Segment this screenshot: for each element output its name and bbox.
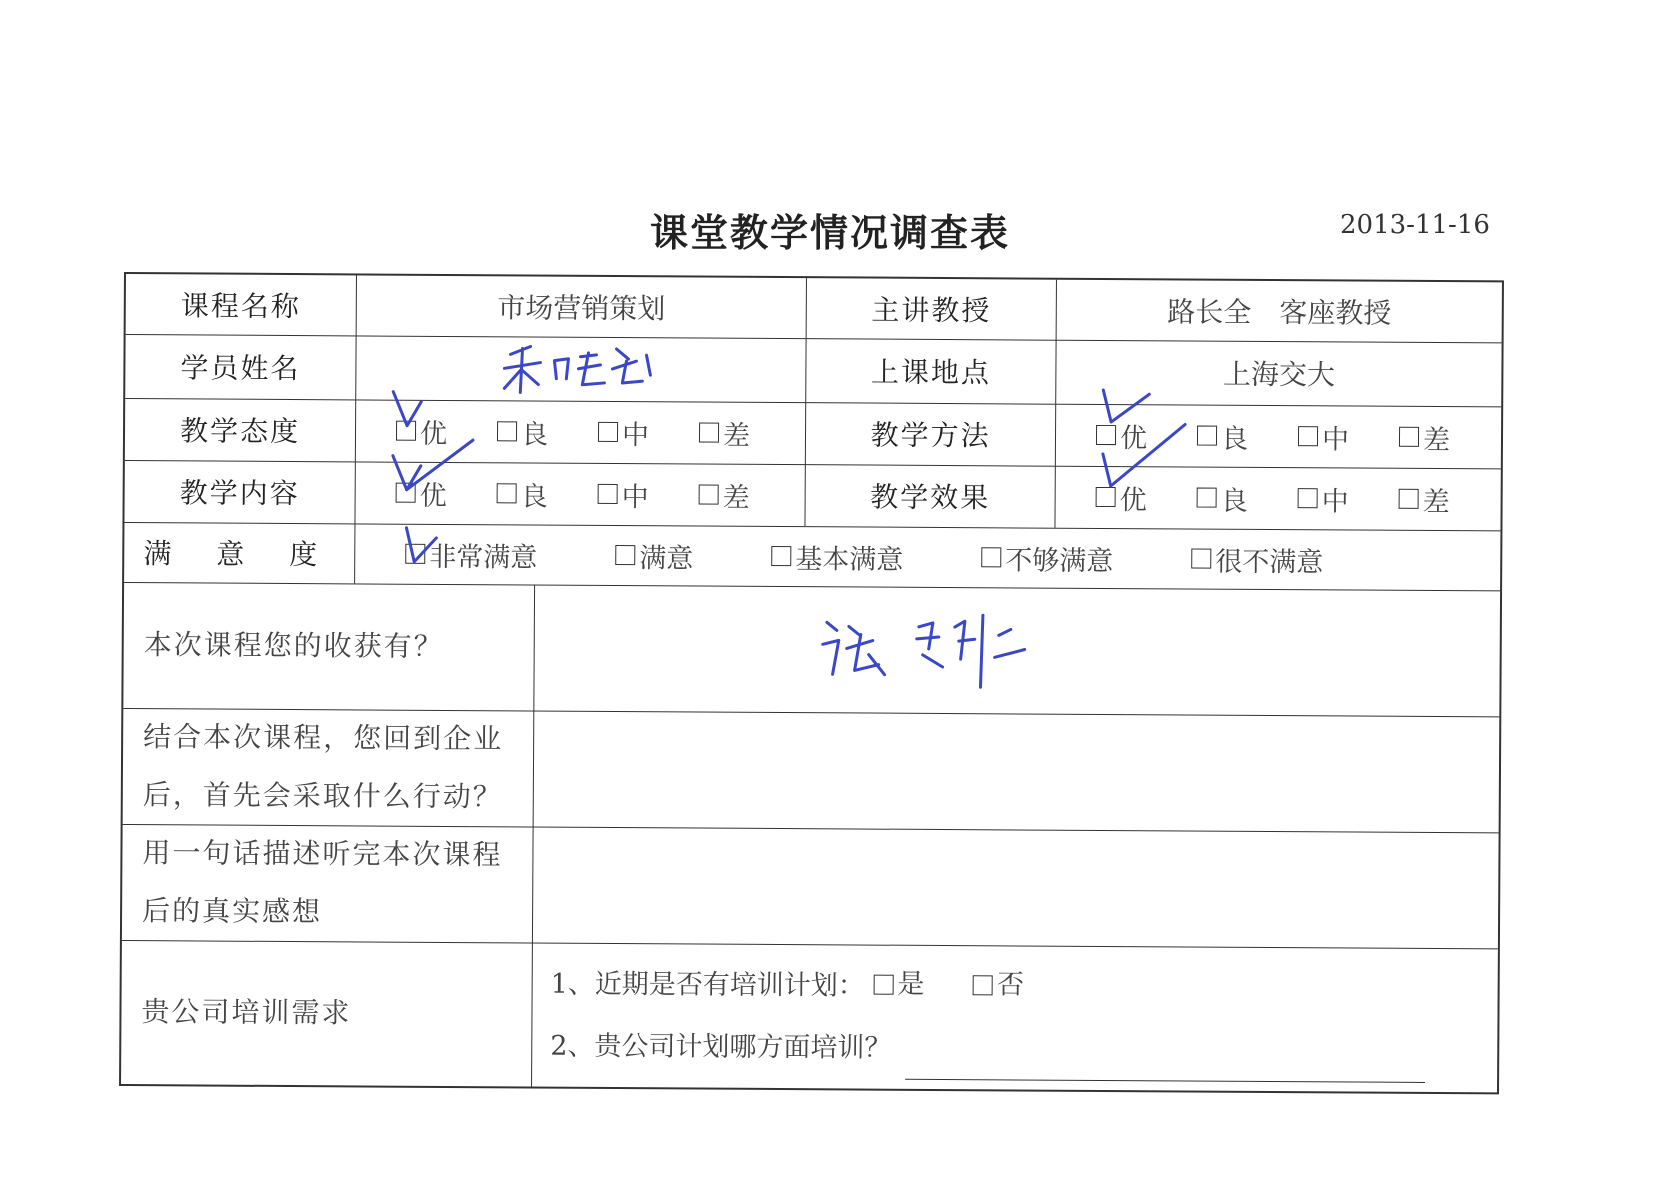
checkbox[interactable]	[396, 421, 416, 441]
student-signature	[496, 338, 676, 399]
method-option-poor[interactable]: 差	[1399, 417, 1450, 456]
satisfaction-option-not-satisfied[interactable]: 不够满意	[981, 538, 1113, 578]
attitude-option-fair[interactable]: 中	[598, 412, 649, 451]
row-training	[121, 940, 1498, 1092]
checkbox[interactable]	[1191, 549, 1211, 569]
form-date: 2013-11-16	[1340, 210, 1490, 240]
checkbox[interactable]	[771, 546, 791, 566]
satisfaction-option-satisfied[interactable]: 满意	[615, 536, 693, 575]
checkbox[interactable]	[1298, 426, 1318, 446]
training-area-line: 2、贵公司计划哪方面培训？	[550, 1016, 1426, 1083]
attitude-option-good[interactable]: 良	[497, 412, 548, 451]
row-course	[126, 274, 1502, 343]
teaching-attitude-label: 教学态度	[179, 414, 301, 449]
row-satisfaction	[124, 522, 1500, 591]
checkbox[interactable]	[1197, 488, 1217, 508]
course-name-value: 市场营销策划	[356, 275, 806, 338]
student-name-field[interactable]	[355, 335, 805, 402]
training-plan-yes[interactable]: 是	[873, 954, 924, 1016]
course-name-label: 课程名称	[180, 289, 301, 324]
checkbox[interactable]	[598, 484, 618, 504]
answer-feeling-field[interactable]	[532, 827, 1499, 949]
checkbox[interactable]	[396, 483, 416, 503]
answer-action-field[interactable]	[533, 711, 1500, 833]
form-title: 课堂教学情况调查表	[649, 211, 1010, 255]
teaching-effect-options	[1054, 466, 1500, 531]
question-gains: 本次课程您的收获有？	[143, 628, 444, 663]
checkbox[interactable]	[1298, 488, 1318, 508]
method-option-fair[interactable]: 中	[1298, 417, 1349, 456]
answer-gains-field[interactable]	[533, 585, 1500, 717]
row-q1	[123, 582, 1500, 717]
training-needs-section	[531, 943, 1498, 1093]
method-option-excellent[interactable]: 优	[1096, 415, 1147, 454]
content-option-poor[interactable]: 差	[699, 475, 750, 514]
teaching-method-options	[1055, 404, 1501, 469]
training-plan-line: 1、近期是否有培训计划： 是 否	[550, 952, 1074, 1019]
training-area-input[interactable]	[905, 1039, 1425, 1083]
checkbox[interactable]	[1096, 425, 1116, 445]
checkbox[interactable]	[699, 485, 719, 505]
checkbox[interactable]	[497, 421, 517, 441]
lecturer-value: 路长全 客座教授	[1056, 280, 1502, 343]
satisfaction-option-very-satisfied[interactable]: 非常满意	[405, 534, 537, 574]
checkbox[interactable]	[973, 975, 993, 995]
checkbox[interactable]	[1399, 427, 1419, 447]
teaching-content-options	[354, 461, 804, 526]
teaching-attitude-options	[355, 399, 805, 464]
survey-table	[119, 272, 1504, 1094]
attitude-option-excellent[interactable]: 优	[396, 411, 447, 450]
satisfaction-option-basically-satisfied[interactable]: 基本满意	[771, 536, 903, 576]
satisfaction-options	[354, 523, 1500, 590]
checkbox[interactable]	[981, 547, 1001, 567]
checkbox[interactable]	[615, 545, 635, 565]
row-q3	[122, 824, 1499, 949]
method-option-good[interactable]: 良	[1197, 416, 1248, 455]
content-option-excellent[interactable]: 优	[396, 473, 447, 512]
content-option-fair[interactable]: 中	[598, 474, 649, 513]
checkbox[interactable]	[1197, 426, 1217, 446]
training-needs-label: 贵公司培训需求	[141, 995, 352, 1030]
checkbox[interactable]	[1096, 487, 1116, 507]
checkbox[interactable]	[598, 422, 618, 442]
checkbox[interactable]	[405, 544, 425, 564]
question-feeling: 用一句话描述听完本次课程后的真实感想	[141, 836, 503, 929]
row-student	[125, 334, 1501, 407]
checkbox[interactable]	[873, 975, 893, 995]
class-location-label: 上课地点	[805, 338, 1055, 404]
row-attitude	[125, 398, 1501, 469]
effect-option-excellent[interactable]: 优	[1096, 477, 1147, 516]
attitude-option-poor[interactable]: 差	[699, 413, 750, 452]
effect-option-fair[interactable]: 中	[1298, 479, 1349, 518]
teaching-method-label: 教学方法	[805, 402, 1055, 466]
teaching-effect-label: 教学效果	[804, 464, 1054, 528]
answer-gains-handwriting	[814, 604, 1075, 696]
lecturer-label: 主讲教授	[806, 278, 1056, 340]
row-q2	[123, 708, 1500, 833]
student-name-label: 学员姓名	[180, 351, 301, 386]
content-option-good[interactable]: 良	[497, 474, 548, 513]
teaching-content-label: 教学内容	[179, 476, 300, 511]
effect-option-good[interactable]: 良	[1197, 478, 1248, 517]
class-location-value: 上海交大	[1055, 340, 1501, 407]
training-plan-no[interactable]: 否	[973, 954, 1024, 1016]
checkbox[interactable]	[497, 483, 517, 503]
question-action: 结合本次课程，您回到企业后，首先会采取什么行动？	[142, 720, 504, 814]
checkbox[interactable]	[699, 423, 719, 443]
satisfaction-option-very-unsatisfied[interactable]: 很不满意	[1191, 539, 1323, 579]
checkbox[interactable]	[1399, 489, 1419, 509]
effect-option-poor[interactable]: 差	[1399, 479, 1450, 518]
row-content	[124, 460, 1500, 531]
satisfaction-label: 满 意 度	[143, 537, 336, 572]
